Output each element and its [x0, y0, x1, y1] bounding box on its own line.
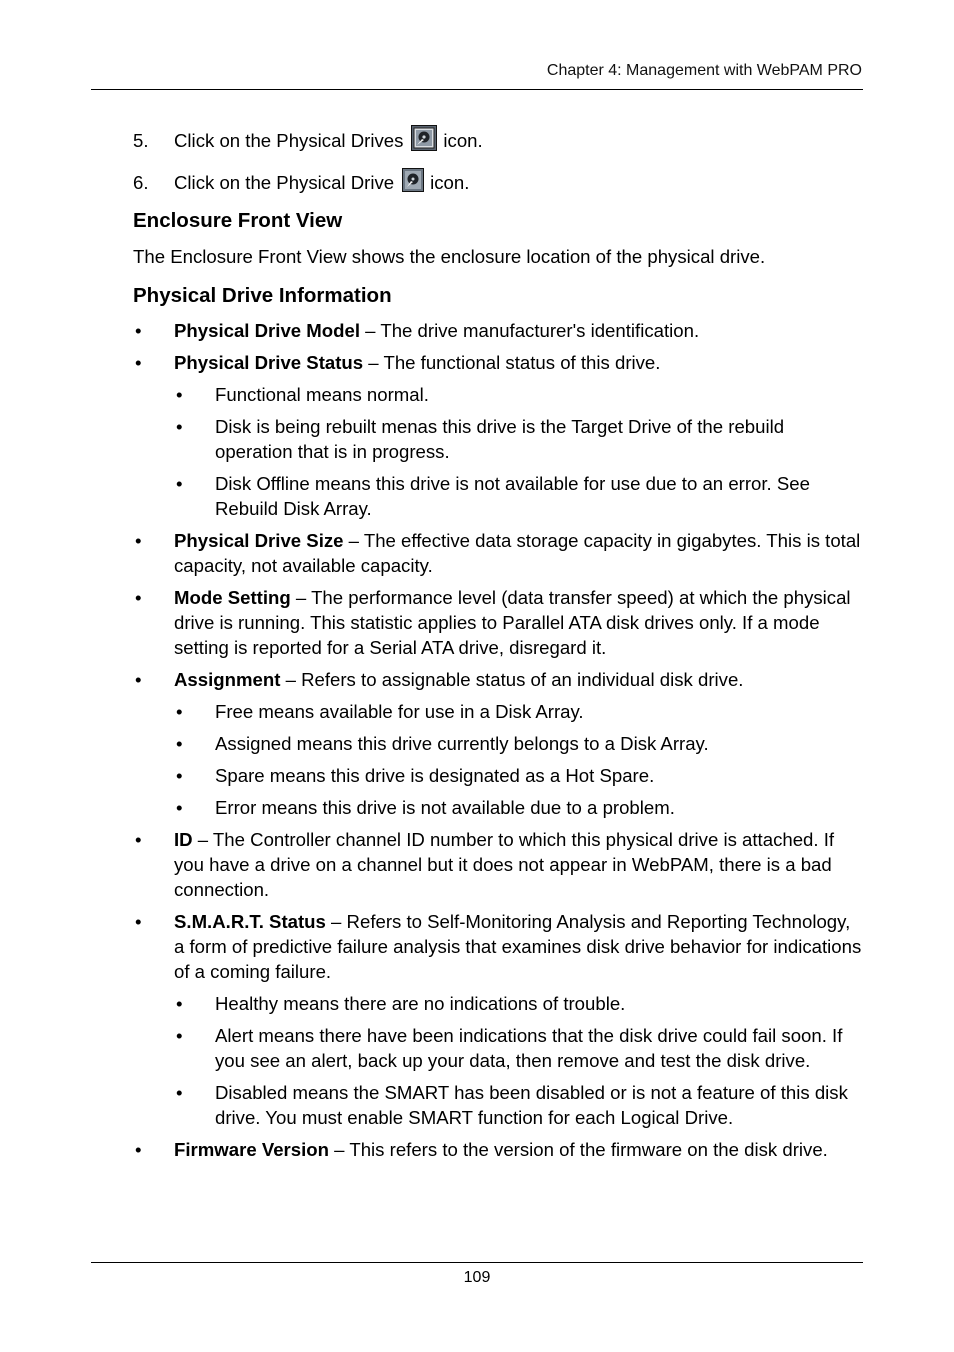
- item-description: – This refers to the version of the firmware on the disk drive.: [329, 1139, 828, 1160]
- item-term: S.M.A.R.T. Status: [174, 911, 326, 932]
- item-description: – The functional status of this drive.: [363, 352, 661, 373]
- item-description: – The effective data storage capacity in gigabytes. This is total capacity, not available capacity.: [174, 530, 861, 576]
- list-item: [133, 667, 863, 820]
- item-description: – The Controller channel ID number to which this physical drive is attached. If you have a drive on a channel but it does not appear in WebPAM, there is a bad connection.: [174, 829, 835, 900]
- item-description: – Refers to Self-Monitoring Analysis and Reporting Technology, a form of predictive failure analysis that examines disk drive behavior for indications of a coming failure.: [174, 911, 862, 982]
- list-item: [133, 528, 863, 578]
- sub-list-item: • Assigned means this drive currently belongs to a Disk Array.: [174, 731, 863, 756]
- header-rule: [91, 89, 863, 90]
- footer-rule: [91, 1262, 863, 1263]
- sub-list-item: • Error means this drive is not available due to a problem.: [174, 795, 863, 820]
- item-term: Physical Drive Model: [174, 320, 361, 341]
- list-item: [133, 909, 863, 1130]
- step-6: [133, 170, 863, 195]
- sub-list: [174, 991, 863, 1130]
- step-5: [133, 128, 863, 153]
- section-heading-drive-info: Physical Drive Information: [133, 284, 392, 307]
- sub-list-item: • Functional means normal.: [174, 382, 863, 407]
- list-item: [133, 827, 863, 902]
- sub-list: [174, 382, 863, 521]
- sub-list-item: • Free means available for use in a Disk Array.: [174, 699, 863, 724]
- sub-list-item: • Healthy means there are no indications of trouble.: [174, 991, 863, 1016]
- sub-list-item: • Alert means there have been indications that the disk drive could fail soon. If you see an alert, back up your data, then remove and test the disk drive.: [174, 1023, 863, 1073]
- item-description: – The performance level (data transfer speed) at which the physical drive is running. This statistic applies to Parallel ATA disk drives only. If a mode setting is reported for a Serial ATA drive, disregard it.: [174, 587, 851, 658]
- list-item: [133, 585, 863, 660]
- section-heading-enclosure: Enclosure Front View: [133, 209, 343, 232]
- page-body: [133, 128, 863, 1169]
- physical-drive-icon: [402, 168, 424, 192]
- sub-list-item: • Disk Offline means this drive is not available for use due to an error. See Rebuild Disk Array.: [174, 471, 863, 521]
- step-text-after: icon.: [443, 130, 483, 151]
- step-text: Click on the Physical Drives: [174, 130, 404, 151]
- item-term: Mode Setting: [174, 587, 291, 608]
- item-description: – The drive manufacturer's identification.: [360, 320, 700, 341]
- item-description: – Refers to assignable status of an individual disk drive.: [280, 669, 744, 690]
- running-header: Chapter 4: Management with WebPAM PRO: [546, 62, 862, 79]
- step-number: 6.: [133, 172, 149, 193]
- enclosure-paragraph: The Enclosure Front View shows the enclosure location of the physical drive.: [133, 246, 766, 267]
- item-term: Firmware Version: [174, 1139, 330, 1160]
- sub-list-item: • Disk is being rebuilt menas this drive is the Target Drive of the rebuild operation that is in progress.: [174, 414, 863, 464]
- item-term: Assignment: [174, 669, 281, 690]
- sub-list: [174, 699, 863, 820]
- list-item: [133, 318, 863, 343]
- step-text: Click on the Physical Drive: [174, 172, 395, 193]
- sub-list-item: • Disabled means the SMART has been disabled or is not a feature of this disk drive. You must enable SMART function for each Logical Drive.: [174, 1080, 863, 1130]
- list-item: [133, 1137, 863, 1162]
- list-item: [133, 350, 863, 521]
- sub-list-item: • Spare means this drive is designated as a Hot Spare.: [174, 763, 863, 788]
- item-term: Physical Drive Status: [174, 352, 364, 373]
- item-term: Physical Drive Size: [174, 530, 344, 551]
- step-text-after: icon.: [430, 172, 470, 193]
- item-term: ID: [174, 829, 193, 850]
- drive-info-list: [133, 318, 863, 1162]
- page-number: 109: [463, 1269, 491, 1286]
- physical-drives-icon: [411, 125, 437, 151]
- step-number: 5.: [133, 130, 149, 151]
